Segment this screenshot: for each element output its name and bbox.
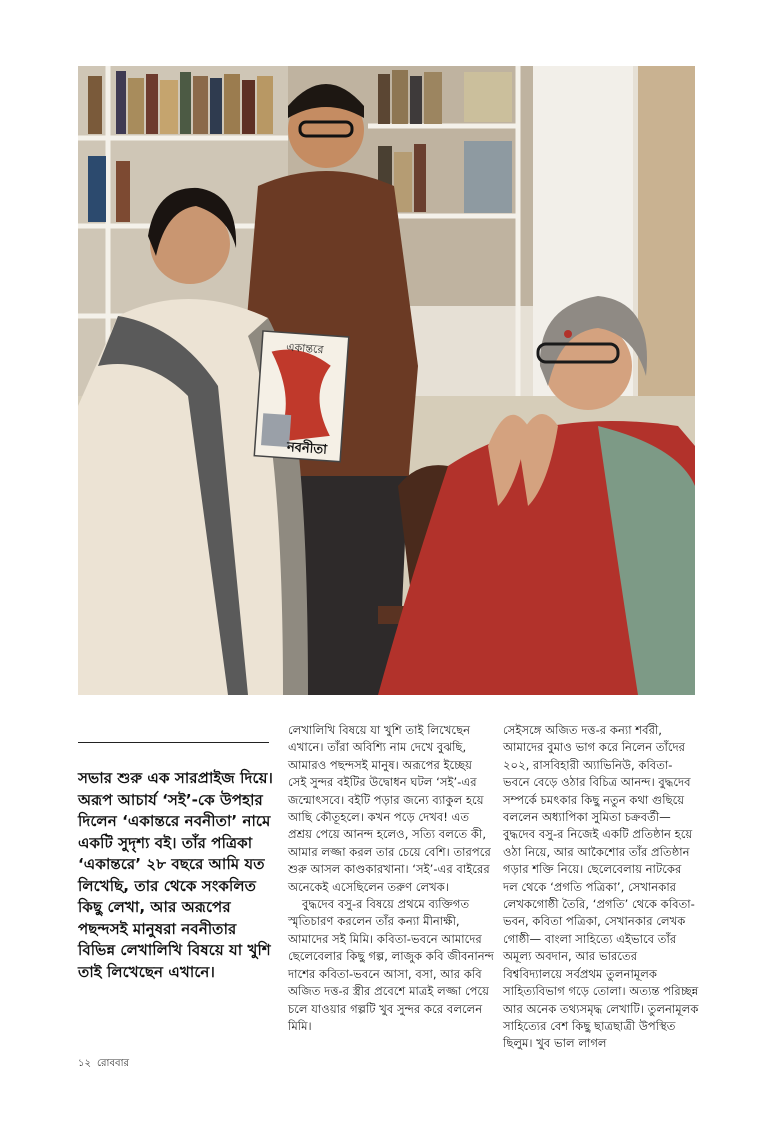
- page-folio: [78, 1056, 135, 1073]
- pullquote-rule: [78, 742, 269, 743]
- book-title-bottom: নবনীতা: [286, 439, 328, 458]
- pullquote: সভার শুরু এক সারপ্রাইজ দিয়ে। অরূপ আচার্য ‘সই’-কে উপহার দিলেন ‘একান্তরে নবনীতা’ নামে একটি সুদৃশ্য বই। তাঁর পত্রিকা ‘একান্তরে’ ২৮ বছরে আমি যত লিখেছি, তার থেকে সংকলিত কিছু লেখা, আর অরূপের পছন্দসই মানুষরা নবনীতার বিভিন্ন লেখালিখি বিষয়ে যা খুশি তাই লিখেছেন এখানে।: [78, 769, 273, 981]
- event-photo-illustration: [78, 66, 695, 695]
- article-column-3: [503, 722, 699, 1053]
- magazine-name: রোববার: [97, 1058, 129, 1069]
- book-title-top: একান্তরে: [285, 340, 324, 357]
- page-number: ১২: [78, 1058, 91, 1069]
- column2-paragraph-2: বুদ্ধদেব বসু-র বিষয়ে প্রথমে ব্যক্তিগত স্মৃতিচারণ করলেন তাঁর কন্যা মীনাক্ষী, আমাদের সই মিমি। কবিতা-ভবনে আমাদের ছেলেবেলার কিছু গল্প, লাজুক কবি জীবনানন্দ দাশের কবিতা-ভবনে আসা, বসা, আর কবি অজিত দত্ত-র স্ত্রীর প্রবেশে মাত্রই লজ্জা পেয়ে চলে যাওয়ার গল্পটি খুব সুন্দর করে বললেন মিমি।: [288, 897, 494, 1033]
- article-column-2: [288, 722, 494, 1035]
- event-photo: [78, 66, 695, 695]
- column3-paragraph-1: সেইসঙ্গে অজিত দত্ত-র কন্যা শর্বরী, আমাদের বুমাও ভাগ করে নিলেন তাঁদের ২০২, রাসবিহারী অ্যাভিনিউ, কবিতা-ভবনে বেড়ে ওঠার বিচিত্র আনন্দ। বুদ্ধদেব সম্পর্কে চমৎকার কিছু নতুন কথা গুছিয়ে বললেন অধ্যাপিকা সুমিতা চক্রবর্তী— বুদ্ধদেব বসু-র নিজেই একটি প্রতিষ্ঠান হয়ে ওঠা নিয়ে, আর আকৈশোর তাঁর প্রতিষ্ঠান গড়ার শক্তি নিয়ে। ছেলেবেলায় নাটকের দল থেকে ‘প্রগতি পত্রিকা’, সেখানকার লেখকগোষ্ঠী তৈরি, ‘প্রগতি’ থেকে কবিতা-ভবন, কবিতা পত্রিকা, সেখানকার লেখক গোষ্ঠী— বাংলা সাহিত্যে এইভাবে তাঁর অমূল্য অবদান, আর ভারতের বিশ্ববিদ্যালয়ে সর্বপ্রথম তুলনামূলক সাহিত্যবিভাগ গড়ে তোলা। অত্যন্ত পরিচ্ছন্ন আর অনেক তথ্যসমৃদ্ধ লেখাটি। তুলনামূলক সাহিত্যের বেশ কিছু ছাত্রছাত্রী উপস্থিত ছিলুম। খুব ভাল লাগল: [503, 723, 699, 1051]
- column2-paragraph-1: লেখালিখি বিষয়ে যা খুশি তাই লিখেছেন এখানে। তাঁরা অবিশ্যি নাম দেখে বুঝছি, আমারও পছন্দসই মানুষ। অরূপের ইচ্ছেয় সেই সুন্দর বইটির উদ্বোধন ঘটল ‘সই’-এর জন্মোৎসবে। বইটি পড়ার জন্যে ব্যাকুল হয়ে আছি কৌতূহলে। কখন পড়ে দেখব! এত প্রশ্রয় পেয়ে আনন্দ হলেও, সত্যি বলতে কী, আমার লজ্জা করল তার চেয়ে বেশি। তারপরে শুরু আসল কাণ্ডকারখানা। ‘সই’-এর বাইরের অনেকেই এসেছিলেন তরুণ লেখক।: [288, 723, 491, 894]
